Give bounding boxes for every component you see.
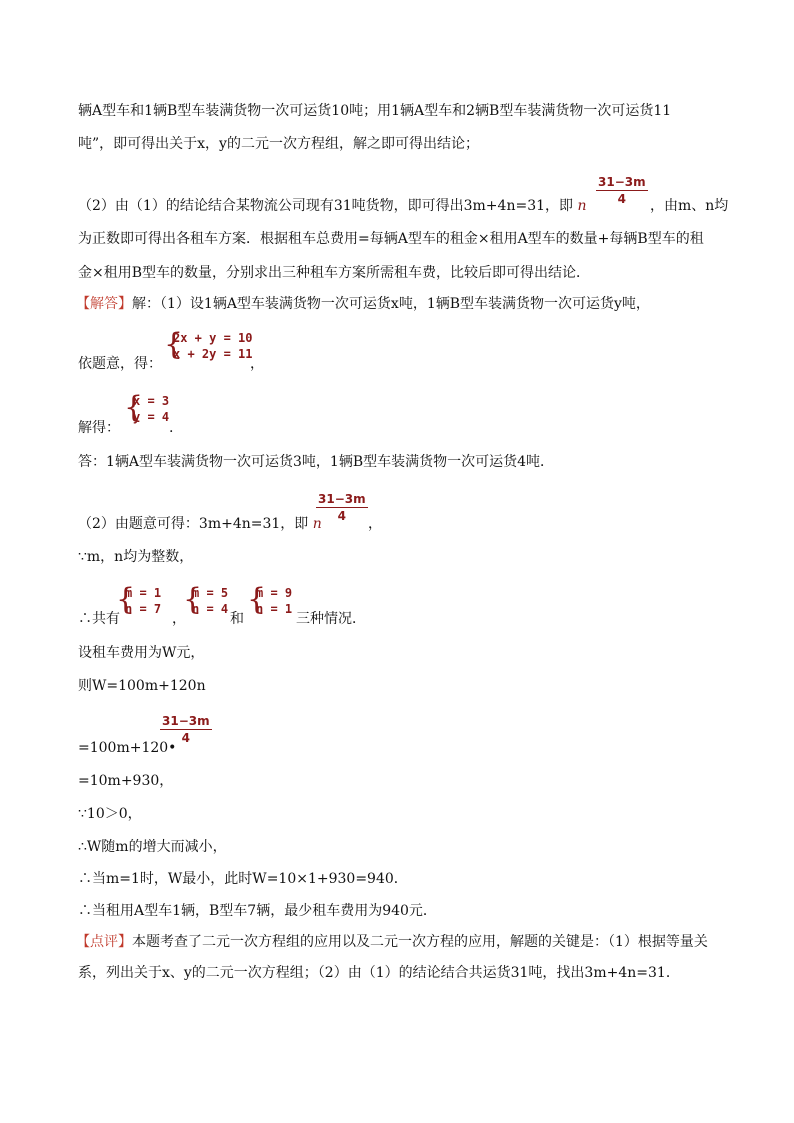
fraction-31-3m-over-4: $\frac{31-3m}{4}$ xyxy=(598,175,646,206)
case-1-system: { m = 1 n = 7 xyxy=(116,582,162,617)
variable-n: n xyxy=(312,516,322,532)
analysis-line-3-tail: ，由m、n均 xyxy=(650,198,729,214)
case-2-system: { m = 5 n = 4 xyxy=(183,582,229,617)
fraction-31-3m-over-4: $\frac{31-3m}{4}$ xyxy=(162,714,210,745)
case-3-system: { m = 9 n = 1 xyxy=(247,582,293,617)
analysis-line-5: 金×租用B型车的数量，分别求出三种租车方案所需租车费，比较后即可得出结论． xyxy=(78,265,591,281)
brace-icon: { xyxy=(183,582,203,617)
three-cases-text: 三种情况． xyxy=(296,611,366,627)
integer-line: ∵m，n均为整数， xyxy=(78,549,194,565)
brace-icon: { xyxy=(247,582,267,617)
variable-n: n xyxy=(577,198,587,214)
solution-line-1: 【解答】解：（1）设1辆A型车装满货物一次可运货x吨，1辆B型车装满货物一次可运货y吨， xyxy=(76,296,650,312)
cases-line: ∴共有 xyxy=(78,611,120,627)
substitution-line: =100m+120• xyxy=(78,740,177,756)
case-1-comma: ， xyxy=(172,611,186,627)
brace-icon: { xyxy=(116,582,136,617)
cost-formula-line: 则W=100m+120n xyxy=(78,678,206,694)
decrease-line: ∴W随m的增大而减小， xyxy=(78,839,227,855)
equation-system-1: { 2x + y = 10 x + 2y = 11 xyxy=(164,327,253,362)
analysis-line-1: 辆A型车和1辆B型车装满货物一次可运货10吨；用1辆A型车和2辆B型车装满货物一次可运货11 xyxy=(78,103,672,119)
fraction-31-3m-over-4: $\frac{31-3m}{4}$ xyxy=(318,492,366,523)
analysis-line-4: 为正数即可得出各租车方案．根据租车总费用=每辆A型车的租金×租用A型车的数量+每辆B型车的租 xyxy=(78,231,704,247)
positive-line: ∵10＞0， xyxy=(78,806,142,822)
minimum-line: ∴当m=1时，W最小，此时W=10×1+930=940． xyxy=(78,871,408,887)
simplified-line: =10m+930， xyxy=(78,773,174,789)
part2-line: （2）由题意可得：3m+4n=31，即 n xyxy=(78,516,322,532)
comment-line-1: 【点评】本题考查了二元一次方程组的应用以及二元一次方程的应用，解题的关键是：（1）根据等量关 xyxy=(76,934,708,950)
system-setup-line: 依题意，得： xyxy=(78,356,162,372)
system-1-comma: ， xyxy=(250,356,264,372)
and-text: 和 xyxy=(230,611,244,627)
comment-line-2: 系，列出关于x、y的二元一次方程组；（2）由（1）的结论结合共运货31吨，找出3m+4n=31． xyxy=(78,965,680,981)
solve-line: 解得： xyxy=(78,420,120,436)
conclusion-line: ∴当租用A型车1辆，B型车7辆，最少租车费用为940元． xyxy=(78,903,437,919)
part2-comma: ， xyxy=(368,516,382,532)
answer-line: 答：1辆A型车装满货物一次可运货3吨，1辆B型车装满货物一次可运货4吨． xyxy=(78,454,555,470)
cost-def-line: 设租车费用为W元， xyxy=(78,645,205,661)
analysis-line-3-text: （2）由（1）的结论结合某物流公司现有31吨货物，即可得出3m+4n=31，即 xyxy=(78,198,574,214)
analysis-line-3 xyxy=(78,196,587,216)
comment-label: 【点评】 xyxy=(76,934,132,950)
solution-label: 【解答】 xyxy=(76,296,132,312)
equation-system-2: { x = 3 y = 4 xyxy=(124,390,170,425)
system-2-period: . xyxy=(169,420,174,436)
analysis-line-2: 吨”，即可得出关于x，y的二元一次方程组，解之即可得出结论； xyxy=(78,136,479,152)
brace-icon: { xyxy=(164,327,184,362)
brace-icon: { xyxy=(124,390,144,425)
